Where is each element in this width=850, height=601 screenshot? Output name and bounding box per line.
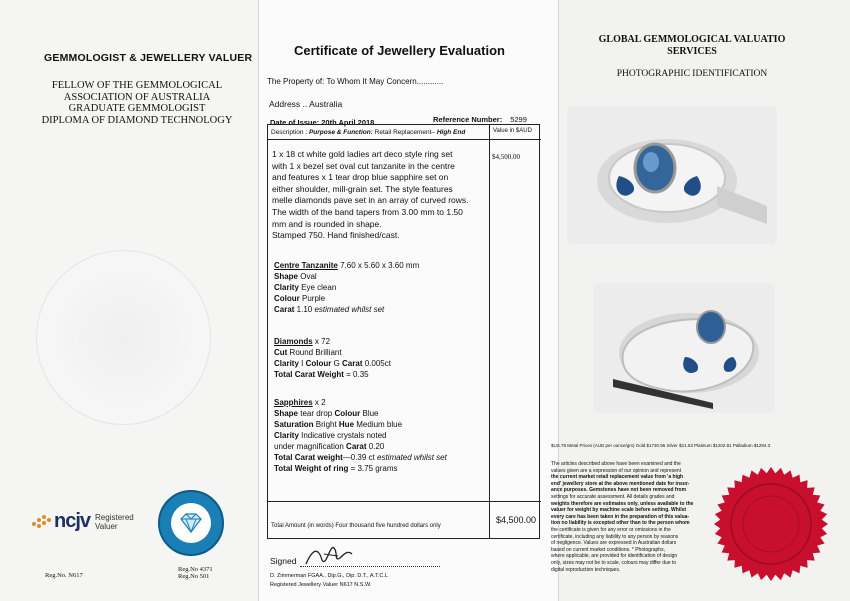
sapphires-title: Sapphires	[274, 398, 313, 407]
table-footer-divider	[268, 501, 541, 502]
colour-label: Colour	[334, 409, 361, 418]
ncjv-wordmark: ncjv	[54, 510, 91, 532]
sapphires-count: x 2	[312, 398, 326, 407]
colour-label: Colour	[274, 294, 300, 303]
centre-size: 7.60 x 5.60 x 3.60 mm	[337, 261, 420, 270]
description-line: The width of the band tapers from 3.00 mm to 1.50	[272, 206, 463, 217]
reference-number	[433, 115, 527, 124]
disclaimer-line: where applicable, are provided for identification of design	[551, 553, 678, 560]
description-line: either shoulder, mill-grain set. The style features	[272, 183, 453, 194]
company-title-line: SERVICES	[667, 46, 717, 57]
disclaimer-line: certificate, including any liability to any person by reasons	[551, 533, 679, 540]
carat-label: Carat	[346, 442, 367, 451]
red-wax-seal-icon	[712, 465, 830, 583]
certificate-title: Certificate of Jewellery Evaluation	[294, 43, 505, 58]
amount-total: $4,500.00	[496, 515, 537, 525]
disclaimer-line: valuer for weight by machine scale before setting. Whilst	[551, 507, 687, 514]
total-carat-note: estimated whilst set	[377, 453, 447, 462]
under-magnification: under magnification	[274, 442, 347, 451]
total-carat-label: Total Carat weight	[274, 453, 343, 462]
total-carat-value: —0.39 ct	[342, 453, 377, 462]
valuer-line: D. Zimmerman FGAA., Dip.G., Dip. D.T., A.T.C.L	[270, 573, 388, 579]
description-line: and features x 1 tear drop blue sapphire set on	[272, 172, 449, 183]
disclaimer-text	[551, 461, 715, 573]
centre-title: Centre Tanzanite	[274, 261, 338, 270]
clarity-value: Eye clean	[298, 283, 337, 292]
qualification-line: DIPLOMA OF DIAMOND TECHNOLOGY	[41, 114, 233, 126]
clarity-value: Indicative crystals noted	[298, 431, 387, 440]
price-value: $4,500.00	[492, 153, 520, 161]
ncjv-dots-icon	[30, 514, 52, 530]
ring-description	[272, 149, 486, 242]
address: Address .. Australia	[269, 99, 343, 109]
shape-label: Shape	[274, 409, 299, 418]
company-title	[582, 34, 802, 58]
reg-number: Reg.No 4371	[178, 566, 213, 573]
valuer-line: Registered Jewellery Valuer N617 N.S.W.	[270, 582, 372, 588]
valuer-details	[270, 572, 388, 590]
ncjv-logo	[30, 510, 134, 533]
amount-in-words: Total Amount (in words) Four thousand five hundred dollars only	[271, 523, 441, 529]
hue-label: Hue	[338, 420, 355, 429]
carat-note: estimated whilst set	[314, 305, 385, 314]
reference-label: Reference Number:	[433, 115, 503, 124]
cut-label: Cut	[274, 348, 288, 357]
carat-label: Carat	[342, 359, 363, 368]
company-title-line: GLOBAL GEMMOLOGICAL VALUATIO	[598, 34, 786, 45]
ring-photo-front	[567, 106, 777, 244]
colour-value: Blue	[360, 409, 379, 418]
disclaimer-line: settings for accurate assessment. All details grades and	[551, 493, 675, 500]
description-line: 1 x 18 ct white gold ladies art deco style ring set	[272, 149, 453, 159]
purpose-value-2: High End	[436, 129, 466, 136]
qualification-line: ASSOCIATION OF AUSTRALIA	[63, 91, 211, 103]
description-label: Description :	[271, 129, 309, 136]
signed-label: Signed	[270, 556, 297, 566]
description-line: Stamped 750. Hand finished/cast.	[272, 230, 400, 241]
clarity-label: Clarity	[274, 283, 299, 292]
colour-label: Colour	[305, 359, 332, 368]
colour-value: Purple	[299, 294, 326, 303]
gaa-reg-numbers	[178, 566, 213, 580]
total-carat-value: = 0.35	[343, 370, 369, 379]
shape-value: tear drop	[298, 409, 335, 418]
saturation-label: Saturation	[274, 420, 314, 429]
disclaimer-line: the current market retail replacement value from 'a high	[551, 474, 684, 481]
diamonds-count: x 72	[312, 337, 331, 346]
description-line: with 1 x bezel set oval cut tanzanite in the centre	[272, 160, 455, 171]
disclaimer-line: ance purposes. Gemstones have not been removed from	[551, 487, 687, 494]
qualifications	[30, 80, 244, 126]
ring-weight-value: = 3.75 grams	[348, 464, 398, 473]
carat-value: 0.20	[366, 442, 385, 451]
fold-line	[258, 0, 259, 601]
signature-icon	[304, 540, 354, 568]
carat-label: Carat	[274, 305, 295, 314]
qualification-line: GRADUATE GEMMOLOGIST	[68, 103, 206, 114]
ncjv-subtitle-line: Registered	[95, 512, 134, 522]
centre-tanzanite-section	[274, 260, 419, 315]
hue-value: Medium blue	[354, 420, 403, 429]
disclaimer-line: weights therefore are estimates only, unless available to the	[551, 500, 694, 507]
description-header	[271, 129, 465, 136]
qualification-line: FELLOW OF THE GEMMOLOGICAL	[51, 80, 223, 91]
diamonds-section	[274, 336, 391, 380]
disclaimer-line: only, sizes may not be to scale, colours may differ due to	[551, 559, 677, 566]
diamond-icon	[171, 503, 211, 543]
carat-value: 1.10	[294, 305, 315, 314]
property-of: The Property of: To Whom It May Concern............	[267, 77, 444, 86]
shape-label: Shape	[274, 272, 299, 281]
disclaimer-line: The articles described above have been examined and the	[551, 461, 681, 467]
colour-value: G	[331, 359, 343, 368]
clarity-label: Clarity	[274, 431, 299, 440]
disclaimer-line: based on current market conditions. * Photographs,	[551, 546, 665, 553]
ncjv-subtitle-line: Valuer	[95, 521, 118, 531]
disclaimer-line: digital reproduction techniques.	[551, 566, 621, 573]
disclaimer-line: every care has been taken in the preparation of this valua-	[551, 513, 690, 520]
date-of-issue: Date of Issue: 20th April 2018	[270, 118, 375, 127]
reg-number: Reg.No 501	[178, 573, 210, 580]
disclaimer-line: tion no liability is excepted other than to the person whom	[551, 520, 690, 527]
purpose-value: Retail Replacement–	[372, 129, 437, 136]
ncjv-reg-number: Reg.No. N617	[45, 572, 83, 579]
disclaimer-line: end' jewellery store at the above mentioned date for insur-	[551, 480, 690, 487]
carat-value: 0.005ct	[362, 359, 391, 368]
evaluation-table	[267, 124, 540, 539]
reference-value: 5299	[510, 115, 527, 124]
valuer-heading: GEMMOLOGIST & JEWELLERY VALUER	[44, 52, 253, 64]
disclaimer-line: the certificate is given for any error or omissions in the	[551, 526, 671, 533]
sapphires-section	[274, 397, 447, 474]
ncjv-subtitle	[95, 513, 134, 531]
clarity-value: I	[298, 359, 306, 368]
gemmological-association-seal	[158, 490, 224, 556]
disclaimer-line: values given are a expression of our opinion and represent	[551, 467, 682, 474]
ring-photo-side	[593, 283, 775, 413]
cut-value: Round Brilliant	[287, 348, 342, 357]
value-header: Value in $AUD	[493, 128, 532, 134]
metal-prices: $US.78 Metal Prices (AUD per ounce/gm) Gold $1730.96 Silver $21.53 Platinum $1202.81 Palladium $1294.3	[551, 443, 771, 448]
total-carat-label: Total Carat Weight	[274, 370, 344, 379]
photo-id-heading: PHOTOGRAPHIC IDENTIFICATION	[616, 69, 768, 79]
shape-value: Oval	[298, 272, 317, 281]
saturation-value: Bright	[313, 420, 339, 429]
diamonds-title: Diamonds	[274, 337, 313, 346]
disclaimer-line: of negligence. Values are expressed in Australian dollars	[551, 540, 677, 547]
ring-weight-label: Total Weight of ring	[274, 464, 349, 473]
column-divider	[489, 125, 490, 538]
watermark-emblem	[36, 250, 211, 425]
description-line: mm and is rounded in shape.	[272, 218, 382, 229]
description-line: melle diamonds pave set in an array of curved rows.	[272, 195, 469, 206]
purpose-label: Purpose & Function:	[308, 129, 373, 136]
clarity-label: Clarity	[274, 359, 299, 368]
